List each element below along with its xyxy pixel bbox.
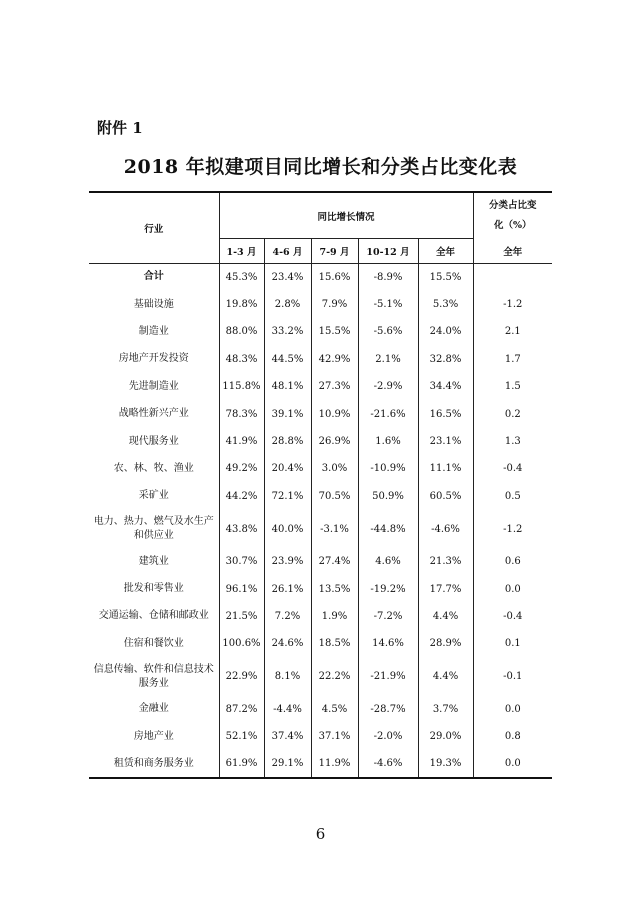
growth-value: 44.2% [219, 483, 264, 510]
share-change-value: 0.5 [504, 490, 521, 502]
table-row [89, 455, 552, 482]
growth-value: -8.9% [358, 264, 418, 291]
growth-value: 14.6% [358, 630, 418, 657]
growth-value: 15.5% [418, 264, 473, 291]
period-header: 10-12 月 [358, 239, 418, 264]
share-change-value: -1.2 [503, 299, 523, 311]
growth-value: 4.5% [311, 696, 358, 723]
attachment-label: 附件 1 [97, 119, 143, 137]
growth-value: 22.2% [311, 658, 358, 696]
growth-value: 43.8% [219, 510, 264, 548]
industry-header: 行业 [89, 192, 219, 264]
industry-name: 建筑业 [89, 548, 219, 575]
industry-name: 制造业 [89, 318, 219, 345]
growth-value: 37.4% [264, 723, 311, 750]
growth-value: 49.2% [219, 455, 264, 482]
growth-value: 27.3% [311, 373, 358, 400]
growth-value: 11.1% [418, 455, 473, 482]
growth-value: 52.1% [219, 723, 264, 750]
growth-value: 88.0% [219, 318, 264, 345]
yoy-group-header: 同比增长情况 [219, 192, 473, 239]
growth-value: 23.4% [264, 264, 311, 291]
table-row [89, 750, 552, 777]
growth-value: -21.9% [358, 658, 418, 696]
growth-value: 26.1% [264, 575, 311, 602]
growth-value: 48.3% [219, 346, 264, 373]
growth-value: 28.8% [264, 428, 311, 455]
growth-table [89, 191, 552, 779]
table-body [89, 264, 552, 778]
growth-value: 50.9% [358, 483, 418, 510]
growth-value: 39.1% [264, 400, 311, 427]
growth-value: 2.1% [358, 346, 418, 373]
growth-value: -4.6% [358, 750, 418, 777]
share-change-value: -0.4 [503, 610, 523, 622]
growth-value: 26.9% [311, 428, 358, 455]
growth-value: 17.7% [418, 575, 473, 602]
growth-value: 3.7% [418, 696, 473, 723]
table-row [89, 630, 552, 657]
growth-value: 18.5% [311, 630, 358, 657]
growth-value: -44.8% [358, 510, 418, 548]
period-header: 7-9 月 [311, 239, 358, 264]
growth-value: 23.9% [264, 548, 311, 575]
growth-value: 44.5% [264, 346, 311, 373]
share-change-value: 0.1 [504, 638, 521, 650]
growth-value: 21.3% [418, 548, 473, 575]
share-change-value: 0.0 [473, 750, 552, 777]
table-row [89, 723, 552, 750]
growth-value: 2.8% [264, 291, 311, 318]
industry-name: 信息传输、软件和信息技术服务业 [89, 658, 219, 696]
growth-value: 45.3% [219, 264, 264, 291]
industry-name: 批发和零售业 [89, 575, 219, 602]
growth-value: -4.6% [418, 510, 473, 548]
growth-value: 48.1% [264, 373, 311, 400]
table-row [89, 658, 552, 696]
growth-value: 8.1% [264, 658, 311, 696]
growth-value: 41.9% [219, 428, 264, 455]
growth-value: 60.5% [418, 483, 473, 510]
industry-name: 先进制造业 [89, 373, 219, 400]
growth-value: 32.8% [418, 346, 473, 373]
industry-name: 租赁和商务服务业 [89, 750, 219, 777]
growth-value: 37.1% [311, 723, 358, 750]
industry-name: 电力、热力、燃气及水生产和供应业 [89, 510, 219, 548]
growth-value: 28.9% [418, 630, 473, 657]
growth-value: 70.5% [311, 483, 358, 510]
industry-name: 房地产业 [89, 723, 219, 750]
growth-value: 21.5% [219, 603, 264, 630]
growth-value: 10.9% [311, 400, 358, 427]
share-change-value: 0.8 [504, 731, 521, 743]
growth-value: 87.2% [219, 696, 264, 723]
table-row [89, 400, 552, 427]
page-number: 6 [315, 825, 326, 843]
growth-value: 15.6% [311, 264, 358, 291]
growth-value: 15.5% [311, 318, 358, 345]
growth-value: -2.0% [358, 723, 418, 750]
share-change-value [473, 264, 552, 291]
table-row [89, 318, 552, 345]
table-row [89, 291, 552, 318]
growth-value: -19.2% [358, 575, 418, 602]
share-change-value: 2.1 [504, 326, 521, 338]
table-row [89, 346, 552, 373]
growth-value: -5.1% [358, 291, 418, 318]
share-change-value: 1.5 [504, 381, 521, 393]
industry-name: 住宿和餐饮业 [89, 630, 219, 657]
growth-value: 33.2% [264, 318, 311, 345]
period-header: 4-6 月 [264, 239, 311, 264]
share-change-value: -0.1 [503, 671, 523, 683]
table-row [89, 510, 552, 548]
growth-value: 24.0% [418, 318, 473, 345]
period-header: 1-3 月 [219, 239, 264, 264]
growth-value: 4.4% [418, 603, 473, 630]
share-change-value: 1.7 [504, 353, 521, 365]
period-header: 全年 [418, 239, 473, 264]
growth-value: 19.3% [418, 750, 473, 777]
industry-name: 房地产开发投资 [89, 346, 219, 373]
growth-value: -10.9% [358, 455, 418, 482]
growth-value: -2.9% [358, 373, 418, 400]
share-change-header: 分类占比变化（%） [473, 192, 552, 239]
growth-value: 34.4% [418, 373, 473, 400]
growth-value: 27.4% [311, 548, 358, 575]
growth-value: 96.1% [219, 575, 264, 602]
growth-value: 29.1% [264, 750, 311, 777]
industry-name: 合计 [89, 264, 219, 291]
growth-value: 11.9% [311, 750, 358, 777]
share-period-header: 全年 [473, 239, 552, 264]
industry-name: 现代服务业 [89, 428, 219, 455]
share-change-value: 0.0 [504, 703, 521, 715]
growth-value: 5.3% [418, 291, 473, 318]
industry-name: 基础设施 [89, 291, 219, 318]
growth-value: -21.6% [358, 400, 418, 427]
share-change-value: 1.3 [504, 436, 521, 448]
growth-value: 1.6% [358, 428, 418, 455]
growth-value: 1.9% [311, 603, 358, 630]
growth-value: -7.2% [358, 603, 418, 630]
growth-value: 72.1% [264, 483, 311, 510]
growth-value: 29.0% [418, 723, 473, 750]
table-row [89, 575, 552, 602]
growth-value: 20.4% [264, 455, 311, 482]
table-row [89, 428, 552, 455]
growth-value: 3.0% [311, 455, 358, 482]
growth-value: 7.9% [311, 291, 358, 318]
table-row [89, 483, 552, 510]
growth-value: 22.9% [219, 658, 264, 696]
growth-value: 61.9% [219, 750, 264, 777]
growth-value: 24.6% [264, 630, 311, 657]
growth-value: -5.6% [358, 318, 418, 345]
growth-value: 115.8% [219, 373, 264, 400]
growth-value: 7.2% [264, 603, 311, 630]
document-title: 2018 年拟建项目同比增长和分类占比变化表 [123, 156, 518, 178]
table-row [89, 548, 552, 575]
growth-value: 100.6% [219, 630, 264, 657]
industry-name: 农、林、牧、渔业 [89, 455, 219, 482]
table-row [89, 696, 552, 723]
table-row [89, 373, 552, 400]
industry-name: 战略性新兴产业 [89, 400, 219, 427]
table-row [89, 264, 552, 291]
growth-value: 4.6% [358, 548, 418, 575]
growth-value: 19.8% [219, 291, 264, 318]
industry-name: 采矿业 [89, 483, 219, 510]
share-change-value: 0.2 [504, 408, 521, 420]
growth-value: 78.3% [219, 400, 264, 427]
growth-value: 16.5% [418, 400, 473, 427]
growth-value: 42.9% [311, 346, 358, 373]
growth-value: -3.1% [311, 510, 358, 548]
growth-value: 13.5% [311, 575, 358, 602]
share-change-value: -0.4 [503, 463, 523, 475]
growth-value: 4.4% [418, 658, 473, 696]
share-change-value: -1.2 [503, 523, 523, 535]
growth-value: 30.7% [219, 548, 264, 575]
industry-name: 金融业 [89, 696, 219, 723]
share-change-value: 0.6 [504, 556, 521, 568]
growth-value: -4.4% [264, 696, 311, 723]
growth-value: 40.0% [264, 510, 311, 548]
industry-name: 交通运输、仓储和邮政业 [89, 603, 219, 630]
share-change-value: 0.0 [504, 583, 521, 595]
growth-value: -28.7% [358, 696, 418, 723]
table-row [89, 603, 552, 630]
growth-value: 23.1% [418, 428, 473, 455]
